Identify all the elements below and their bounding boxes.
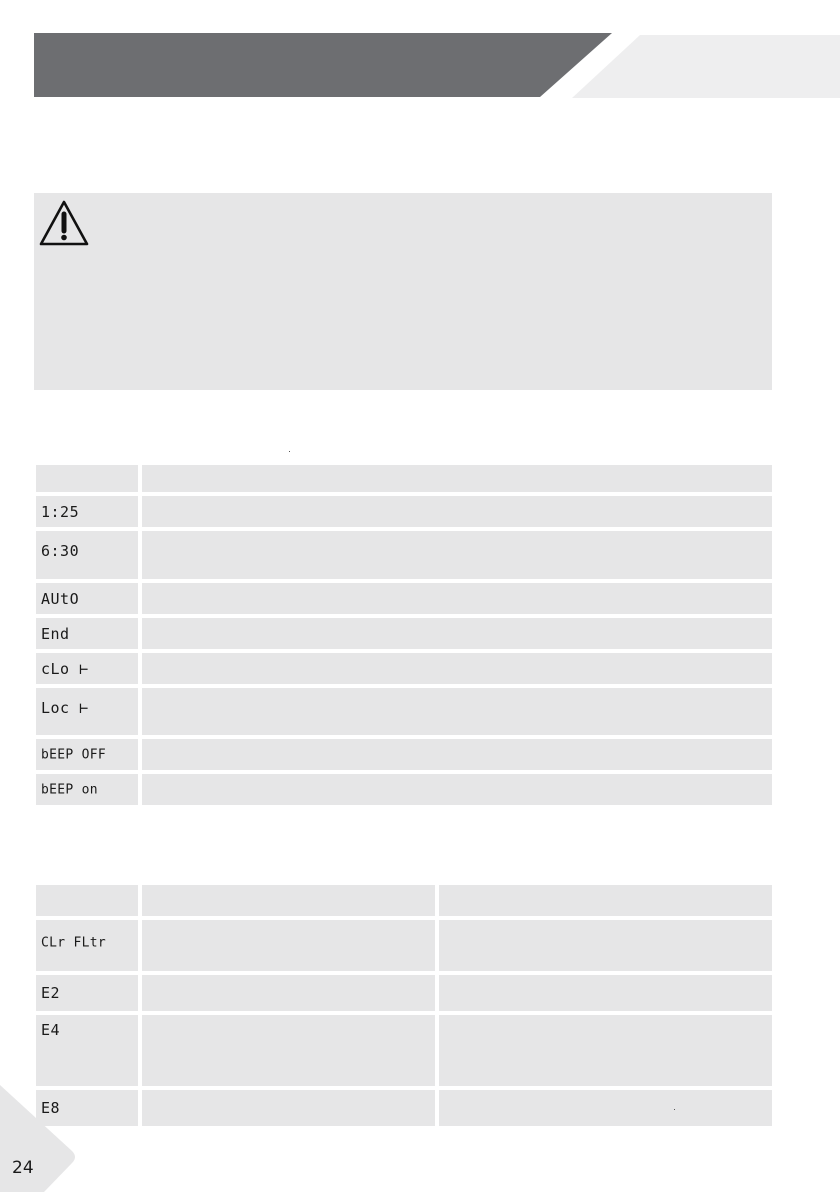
header-cell xyxy=(439,885,772,916)
table-row xyxy=(36,583,772,614)
table-header-row xyxy=(36,885,772,916)
error-code: E8 xyxy=(41,1099,61,1117)
warning-triangle-icon xyxy=(38,199,90,247)
header-banner xyxy=(0,0,840,110)
table-row xyxy=(36,774,772,805)
table-row xyxy=(36,1090,772,1126)
table-row xyxy=(36,975,772,1011)
table-row xyxy=(36,739,772,770)
header-tab xyxy=(572,35,840,98)
table-row xyxy=(36,531,772,579)
display-code: bEEP OFF xyxy=(41,747,107,762)
display-code: 1:25 xyxy=(41,502,80,521)
display-code: bEEP on xyxy=(41,782,98,797)
display-code: cLo ⊢ xyxy=(41,659,89,678)
stray-mark xyxy=(674,1109,675,1110)
header-cell xyxy=(142,465,772,492)
display-code: Loc ⊢ xyxy=(41,699,89,717)
error-code: E4 xyxy=(41,1021,61,1039)
table-row xyxy=(36,653,772,684)
table-row xyxy=(36,618,772,649)
header-cell xyxy=(36,465,138,492)
header-bar xyxy=(34,33,612,97)
stray-mark xyxy=(289,451,290,452)
table-row xyxy=(36,496,772,527)
header-cell xyxy=(36,885,138,916)
display-code: AUtO xyxy=(41,589,80,608)
error-code: E2 xyxy=(41,984,61,1002)
display-code: 6:30 xyxy=(41,542,80,560)
page-number: 24 xyxy=(12,1158,34,1178)
table-row xyxy=(36,920,772,971)
table-row xyxy=(36,688,772,735)
table-header-row xyxy=(36,465,772,492)
header-cell xyxy=(142,885,435,916)
error-code: CLr FLtr xyxy=(41,935,107,951)
display-code: End xyxy=(41,624,70,643)
table-row xyxy=(36,1015,772,1086)
warning-panel xyxy=(34,193,772,390)
